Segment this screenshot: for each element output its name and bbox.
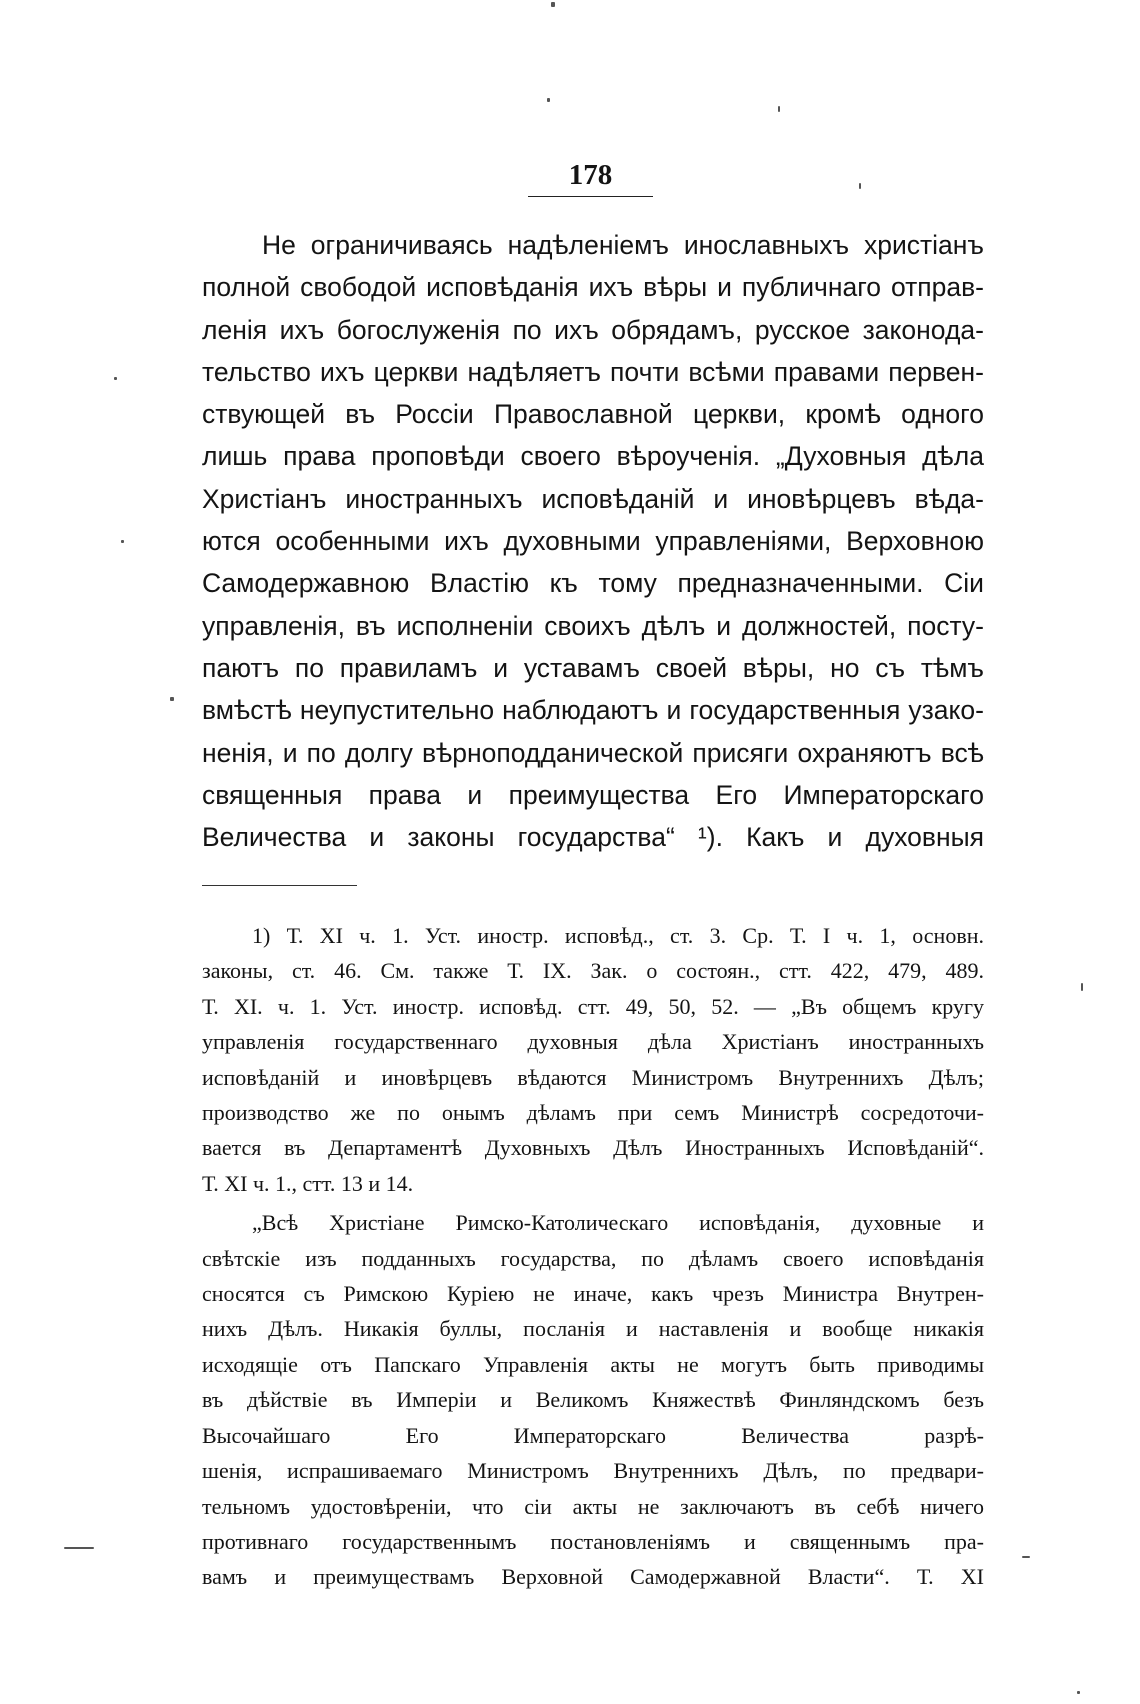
footnote-line-15: Высочайшаго Его Императорскаго Величества разрѣ- [202,1422,984,1448]
footnote-line-13: исходящіе отъ Папскаго Управленія акты не могутъ быть приводимы [202,1351,984,1377]
footnote-line-19: вамъ и преимуществамъ Верховной Самодержавной Власти“. Т. XI [202,1564,984,1590]
scan-speck [114,377,117,380]
main-line-3: ленія ихъ богослуженія по ихъ обрядамъ, русское законода- [202,314,984,345]
scan-speck [551,2,555,7]
footnotes [202,918,984,1595]
scan-speck [1077,1691,1080,1694]
footnote-line-4: управленія государственнаго духовныя дѣла Христіанъ иностранныхъ [202,1029,984,1055]
main-line-2: полной свободой исповѣданія ихъ вѣры и публичнаго отправ- [202,272,984,303]
footnote-line-12: нихъ Дѣлъ. Никакія буллы, посланія и наставленія и вообще никакія [202,1316,984,1342]
footnote-line-9: „Всѣ Христіане Римско-Католическаго исповѣданія, духовные и [252,1210,984,1236]
footnote-line-1: 1) Т. XI ч. 1. Уст. иностр. исповѣд., ст. 3. Ср. Т. I ч. 1, основн. [252,923,984,948]
main-line-15: Величества и законы государства“ ¹). Какъ и духовныя [202,822,984,853]
main-line-10: управленія, въ исполненіи своихъ дѣлъ и должностей, посту- [202,610,984,641]
footnote-line-5: исповѣданій и иновѣрцевъ вѣдаются Министромъ Внутреннихъ Дѣлъ; [202,1064,984,1090]
main-line-14: священныя права и преимущества Его Императорскаго [202,779,984,810]
main-line-7: Христіанъ иностранныхъ исповѣданій и иновѣрцевъ вѣда- [202,483,984,514]
footnote-line-3: Т. XI. ч. 1. Уст. иностр. исповѣд. стт. 49, 50, 52. — „Въ общемъ кругу [202,993,984,1019]
page-number: 178 [568,159,613,191]
main-line-5: ствующей въ Россіи Православной церкви, кромѣ одного [202,399,984,430]
scan-speck [1022,1556,1030,1558]
main-line-8: ются особенными ихъ духовными управленіями, Верховною [202,526,984,557]
scan-speck [859,183,861,189]
main-line-11: паютъ по правиламъ и уставамъ своей вѣры, но съ тѣмъ [202,652,984,683]
scan-speck [1081,983,1083,991]
footnote-line-18: противнаго государственнымъ постановленіямъ и священнымъ пра- [202,1528,984,1554]
main-line-1: Не ограничиваясь надѣленіемъ инославныхъ христіанъ [262,230,984,260]
footnote-line-16: шенія, испрашиваемаго Министромъ Внутреннихъ Дѣлъ, по предвари- [202,1458,984,1484]
scan-speck [170,697,174,701]
main-line-4: тельство ихъ церкви надѣляетъ почти всѣми правами первен- [202,356,984,387]
main-line-9: Самодержавною Властію къ тому предназначенными. Сіи [202,568,984,599]
scan-speck [121,540,124,543]
footnote-line-17: тельномъ удостовѣреніи, что сіи акты не заключаютъ въ себѣ ничего [202,1493,984,1519]
footnote-line-2: законы, ст. 46. См. также Т. IX. Зак. о состоян., стт. 422, 479, 489. [202,958,984,984]
footnote-line-11: сносятся съ Римскою Куріею не иначе, какъ чрезъ Министра Внутрен- [202,1281,984,1307]
page-number-rule [528,196,653,197]
main-line-12: вмѣстѣ неупустительно наблюдаютъ и государственныя узако- [202,695,984,726]
main-text [202,224,984,858]
scan-speck [778,106,780,112]
scan-speck [64,1547,94,1549]
footnote-rule [202,885,357,886]
footnote-line-10: свѣтскіе изъ подданныхъ государства, по дѣламъ своего исповѣданія [202,1245,984,1271]
main-line-6: лишь права проповѣди своего вѣроученія. „Духовныя дѣла [202,441,984,472]
footnote-line-8: Т. XI ч. 1., стт. 13 и 14. [202,1170,414,1196]
footnote-line-7: вается въ Департаментѣ Духовныхъ Дѣлъ Иностранныхъ Исповѣданій“. [202,1135,984,1161]
scan-speck [547,98,550,102]
footnote-line-6: производство же по онымъ дѣламъ при семъ Министрѣ сосредоточи- [202,1100,984,1126]
main-line-13: ненія, и по долгу вѣрноподданической присяги охраняютъ всѣ [202,737,984,768]
footnote-line-14: въ дѣйствіе въ Имперіи и Великомъ Княжествѣ Финляндскомъ безъ [202,1387,984,1413]
